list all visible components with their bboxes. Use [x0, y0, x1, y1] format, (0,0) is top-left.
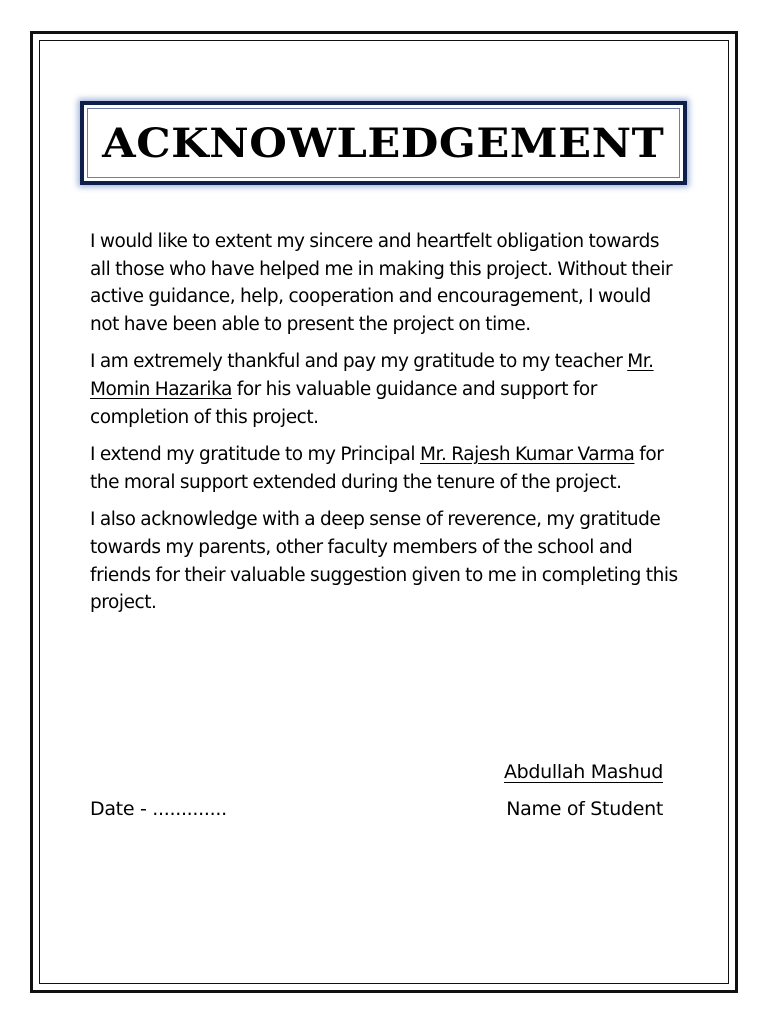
paragraph-obligation: I would like to extent my sincere and heartfelt obligation towards all those who have helped me in making this project. Without their active guidance, help, cooperation and encouragement, I would not have been able to present the project on time.: [90, 231, 673, 335]
title-box: [80, 101, 687, 185]
teacher-name: Mr. Momin Hazarika: [90, 351, 654, 400]
paragraph-parents: I also acknowledge with a deep sense of reverence, my gratitude towards my parents, other faculty members of the school and friends for their valuable suggestion given to me in completing this project.: [90, 509, 678, 614]
student-name: Abdullah Mashud: [503, 761, 663, 783]
paragraph-principal: [90, 441, 682, 496]
principal-name: Mr. Rajesh Kumar Varma: [419, 444, 635, 466]
paragraph-teacher-rest: for his valuable guidance and support for completion of this project.: [90, 378, 597, 428]
paragraph-principal-intro: I extend my gratitude to my Principal: [90, 444, 420, 466]
paragraph-principal-rest: for the moral support extended during the tenure of the project.: [90, 444, 664, 493]
paragraph-teacher-intro: I am extremely thankful and pay my gratitude to my teacher: [90, 351, 628, 373]
paragraph-teacher: [90, 348, 682, 431]
date-field: Date - .............: [90, 798, 227, 820]
student-name-label: Name of Student: [506, 798, 663, 820]
acknowledgement-body: [90, 228, 682, 627]
page-title: ACKNOWLEDGEMENT: [102, 119, 665, 167]
